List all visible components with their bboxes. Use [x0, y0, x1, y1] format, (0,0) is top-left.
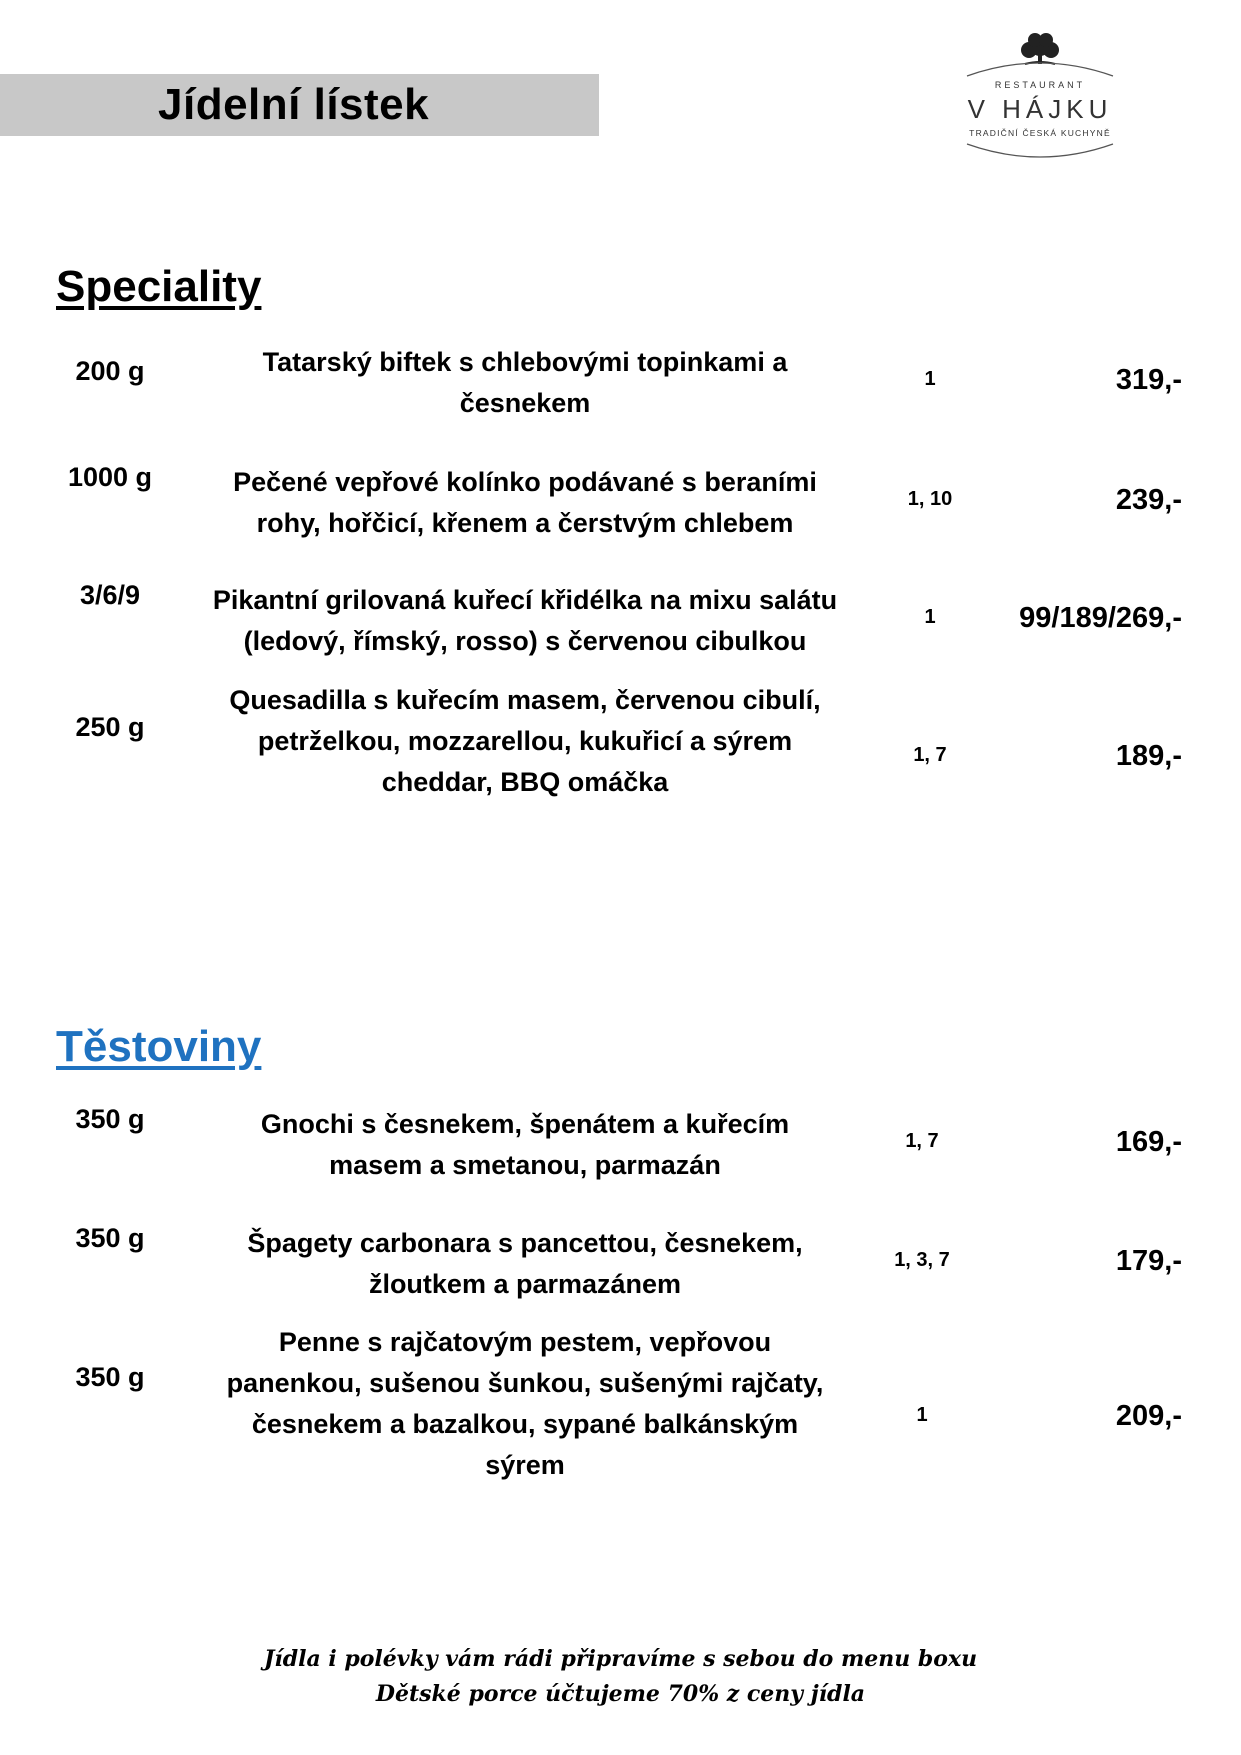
- desc-line: Gnochi s česnekem, špenátem a kuřecím: [260, 1109, 790, 1139]
- item-allergens: 1, 7: [913, 744, 947, 766]
- item-allergens: 1, 7: [905, 1130, 939, 1152]
- item-weight: 250 g: [75, 712, 145, 742]
- desc-line: Tatarský biftek s chlebovými topinkami a: [262, 347, 788, 377]
- item-allergens: 1, 3, 7: [894, 1249, 950, 1271]
- item-description: [180, 680, 870, 803]
- item-allergens: 1: [916, 1404, 928, 1426]
- desc-line: Pečené vepřové kolínko podávané s beraními: [233, 467, 817, 497]
- item-description: [180, 1223, 870, 1305]
- item-weight: 350 g: [75, 1362, 145, 1392]
- item-weight: 200 g: [75, 356, 145, 386]
- item-allergens: 1: [924, 368, 936, 390]
- section-heading-speciality: Speciality: [56, 262, 262, 311]
- restaurant-logo: [955, 28, 1125, 168]
- desc-line: Quesadilla s kuřecím masem, červenou cibulí,: [229, 685, 821, 715]
- desc-line: sýrem: [485, 1450, 565, 1480]
- item-weight: 350 g: [75, 1104, 145, 1134]
- item-price: 239,-: [1115, 484, 1182, 516]
- footer-note-children: Dětské porce účtujeme 70% z ceny jídla: [375, 1681, 866, 1707]
- desc-line: (ledový, římský, rosso) s červenou cibulkou: [243, 626, 807, 656]
- logo-line-tagline: TRADIČNÍ ČESKÁ KUCHYNĚ: [969, 128, 1111, 138]
- item-weight: 1000 g: [67, 462, 153, 492]
- item-price: 169,-: [1115, 1126, 1182, 1158]
- desc-line: Špagety carbonara s pancettou, česnekem,: [247, 1228, 803, 1258]
- page-title-band: [0, 74, 599, 136]
- desc-line: rohy, hořčicí, křenem a čerstvým chlebem: [256, 508, 794, 538]
- item-price: 319,-: [1115, 364, 1182, 396]
- desc-line: masem a smetanou, parmazán: [329, 1150, 721, 1180]
- item-price: 189,-: [1115, 740, 1182, 772]
- desc-line: petrželkou, mozzarellou, kukuřicí a sýrem: [257, 726, 793, 756]
- item-description: [180, 580, 870, 662]
- desc-line: česnekem: [459, 388, 591, 418]
- page-title: Jídelní lístek: [158, 80, 430, 129]
- item-allergens: 1, 10: [907, 488, 953, 510]
- item-description: [180, 1322, 870, 1486]
- desc-line: česnekem a bazalkou, sypané balkánským: [251, 1409, 799, 1439]
- item-description: [180, 342, 870, 424]
- desc-line: panenkou, sušenou šunkou, sušenými rajčaty,: [226, 1368, 824, 1398]
- item-price: 209,-: [1115, 1400, 1182, 1432]
- item-weight: 3/6/9: [79, 580, 141, 610]
- logo-line-name: V HÁJKU: [967, 94, 1113, 124]
- item-allergens: 1: [924, 606, 936, 628]
- footer-note-takeaway: Jídla i polévky vám rádi připravíme s sebou do menu boxu: [263, 1646, 978, 1672]
- desc-line: žloutkem a parmazánem: [368, 1269, 682, 1299]
- section-heading-testoviny: Těstoviny: [56, 1022, 262, 1071]
- item-description: [180, 462, 870, 544]
- item-description: [180, 1104, 870, 1186]
- item-price: 179,-: [1115, 1245, 1182, 1277]
- logo-line-restaurant: RESTAURANT: [994, 80, 1086, 90]
- desc-line: cheddar, BBQ omáčka: [381, 767, 669, 797]
- desc-line: Pikantní grilovaná kuřecí křidélka na mixu salátu: [212, 585, 838, 615]
- desc-line: Penne s rajčatovým pestem, vepřovou: [278, 1327, 772, 1357]
- item-weight: 350 g: [75, 1223, 145, 1253]
- item-price: 99/189/269,-: [1019, 602, 1182, 634]
